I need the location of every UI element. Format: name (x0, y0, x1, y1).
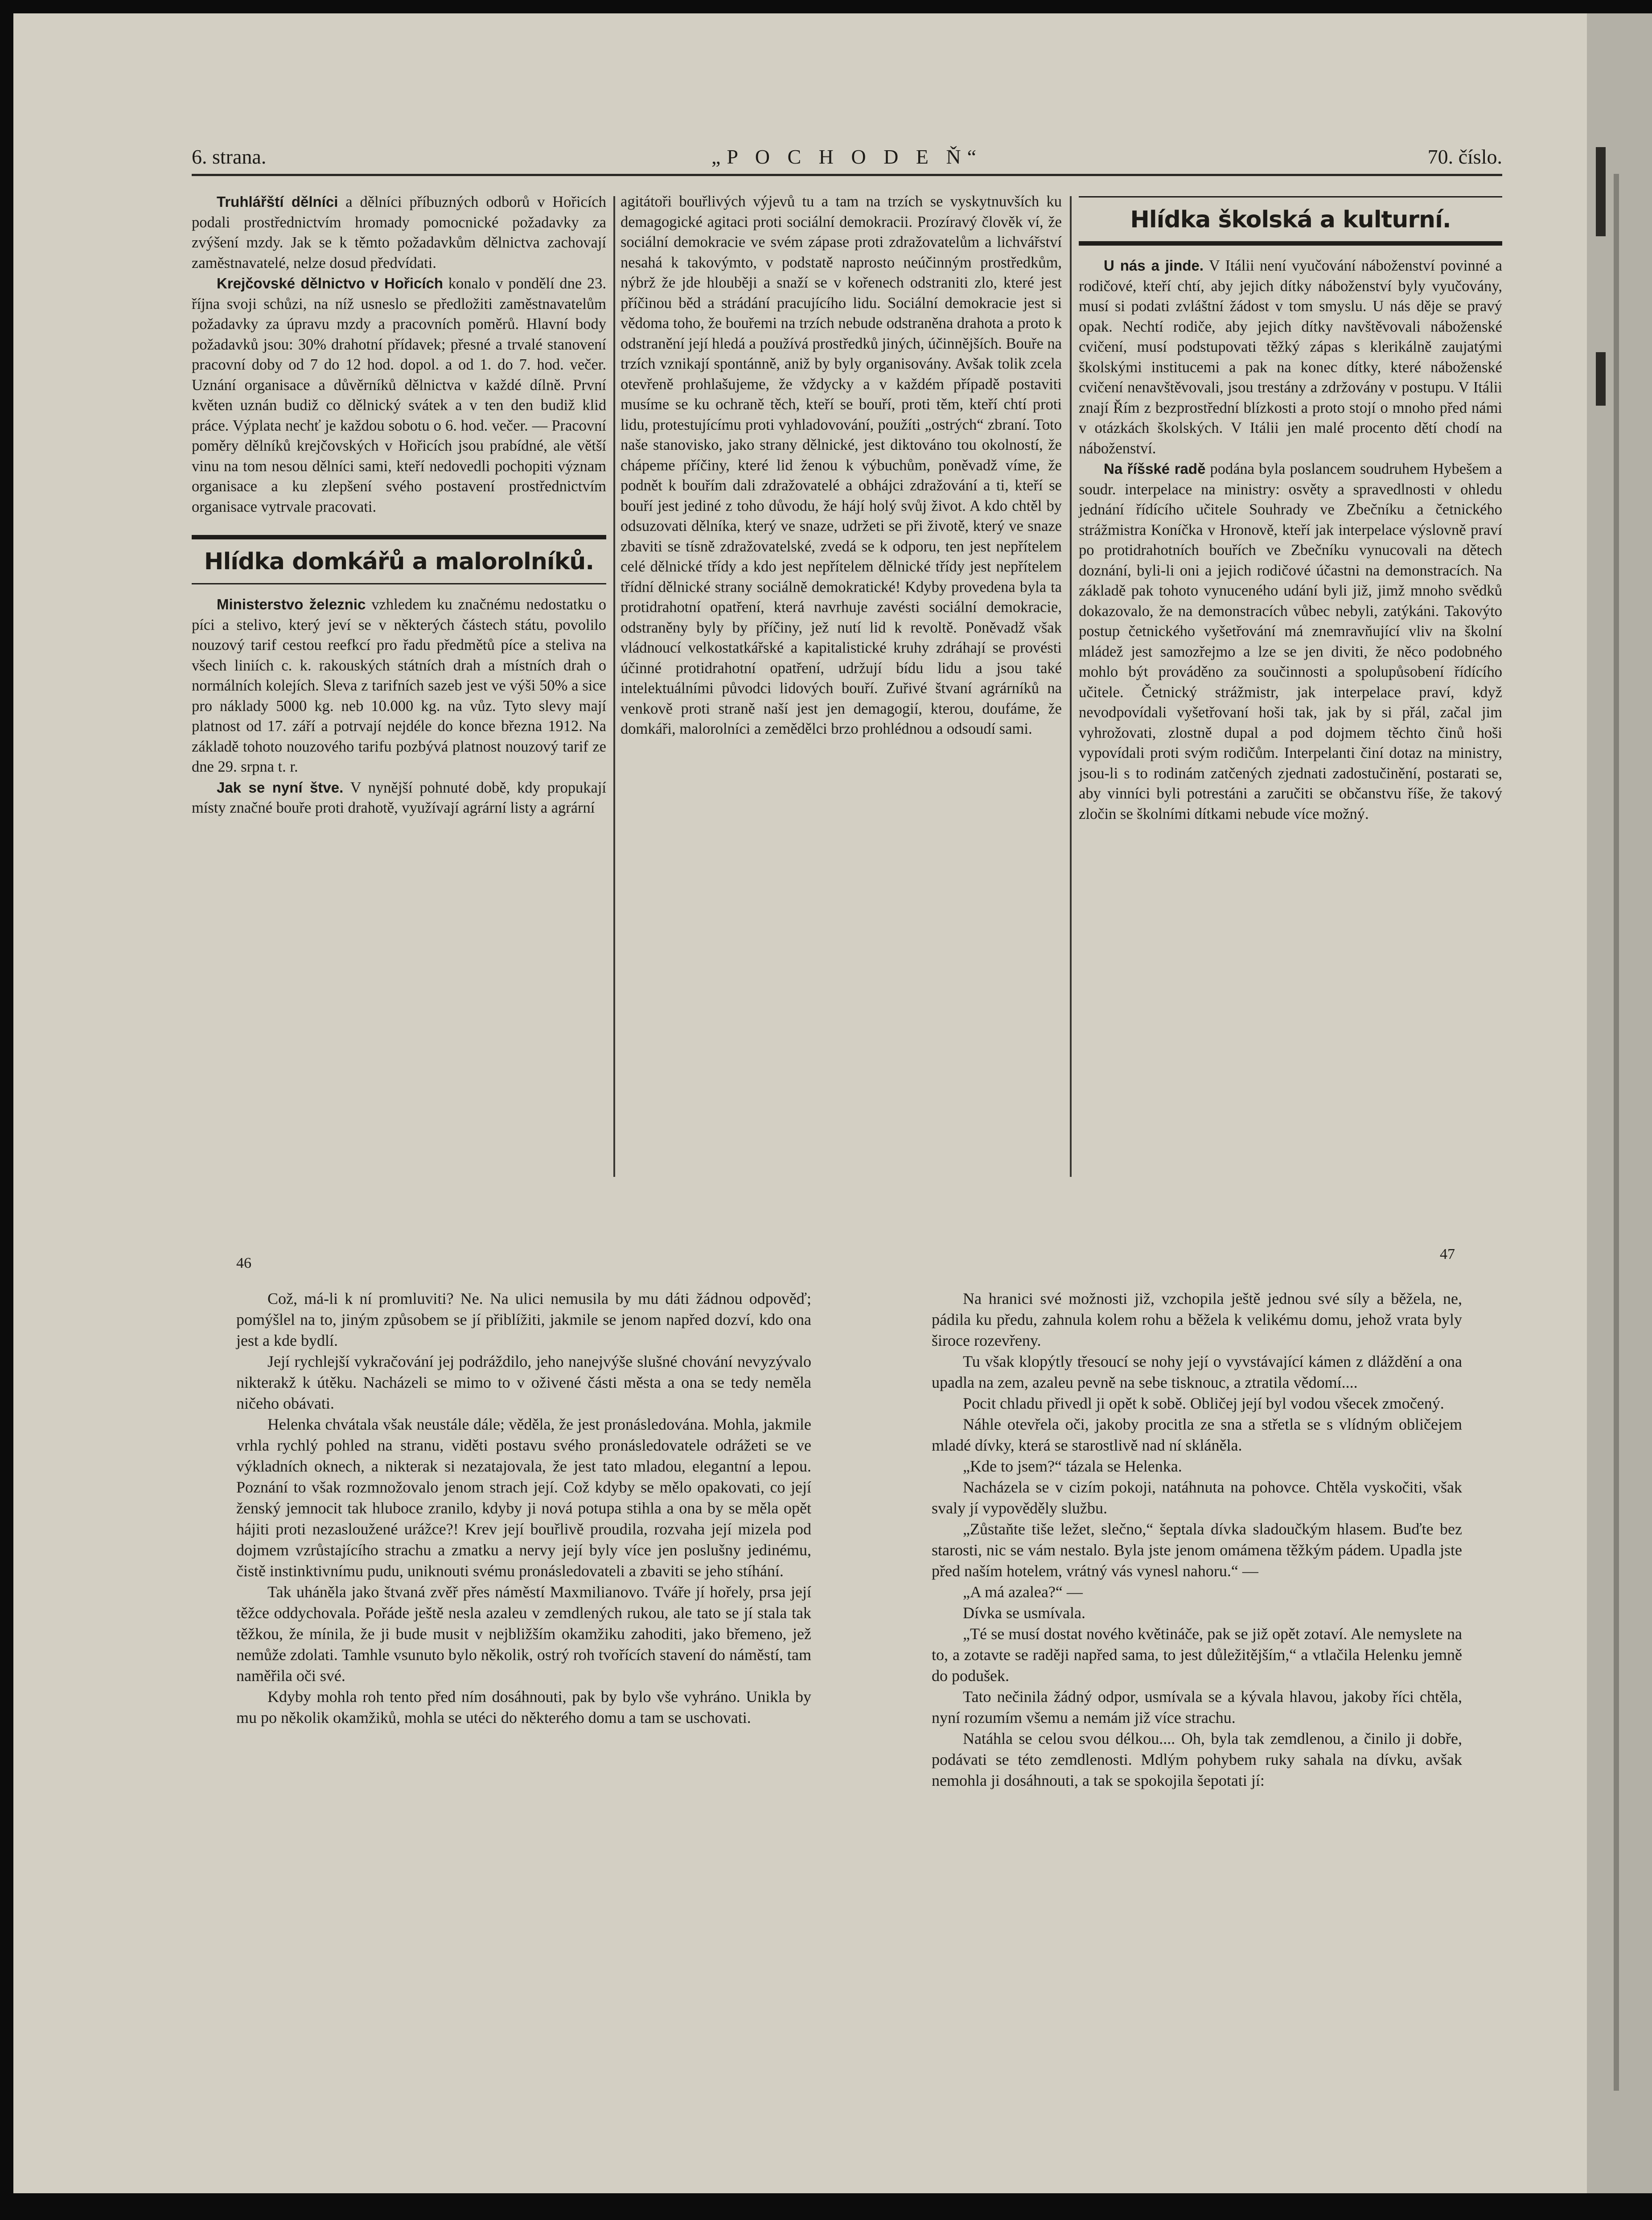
article-continuation: agitátoři bouřlivých výjevů tu a tam na trzích se vyskytnuvších ku demagogické agitaci proti sociální demokracii. Prozíravý člověk ví, že sociální demokracie ve svém zápase proti zdražovatelům a lichvářství nesahá k takovýmto, v podstatě naprosto neúčinným prostředkům, nýbrž že jde hlouběji a snaží se v kořenech odstraniti zlo, které jest příčinou běd a strádání pracujícího lidu. Sociální demokracie jest si vědoma toho, že bouřemi na trzích nebude odstraněna drahota a proto k odstranění její hledá a používá prostředků jiných, účinnějších. Bouře na trzích vznikají spontánně, aniž by byly organisovány. Avšak tolik zcela otevřeně prohlašujeme, že vždycky a v každém případě postaviti musíme se ku ochraně těch, kteří se bouří, proti těm, kteří chtí proti lidu, protestujícímu proti vyhladovování, použíti „ostrých“ zbraní. Toto naše stanovisko, jako strany dělnické, jest diktováno tou okolností, že chápeme příčiny, které lid ženou k výbuchům, poněvadž víme, že podnět k bouřím dali zdražovatelé a obhájci zdražování a ti, kteří se bouří jest jediné z toho důvodu, že hájí holý svůj život. A kdo chtěl by odsuzovati dělníka, který ve snaze, udržeti se při životě, který ve snaze zbaviti se tísně zdražovatelské, zvedá se k odporu, ten jest nepřítelem celé dělnické třídy a kdo jest nepřítelem dělnické třídy jest nepřítelem třídní dělnické strany sociálně demokratické! Kdyby provedena byla ta protidrahotní opatření, která navrhuje zavésti sociální demokracie, odstraněny byly by příčiny, jež nutí lid k revoltě. Poněvadž však vládnoucí velkostatkářské a kapitalistické kruhy zdráhají se provésti účinné protidrahotní opatření, udržují bídu lidu a jsou také intelektuálními původci lidových bouří. Zuřivé štvaní agrárníků na venkově proti straně naší jest jen demagogií, kterou, doufáme, že domkáři, malorolníci a zemědělci brzo prohlédnou a odsoudí sami. (621, 193, 1062, 737)
article-lead: U nás a jinde. (1104, 257, 1204, 274)
article-lead: Jak se nyní štve. (217, 779, 344, 796)
feuilleton-paragraph: Náhle otevřela oči, jakoby procitla ze sna a střetla se s vlídným obličejem mladé dívky, která se starostlivě nad ní skláněla. (932, 1415, 1462, 1454)
feuilleton-paragraph: Pocit chladu přivedl ji opět k sobě. Obličej její byl vodou všecek zmočený. (963, 1394, 1444, 1412)
article-risske-rade (1079, 459, 1502, 824)
article-text: vzhledem ku značnému nedostatku o píci a stelivo, který jeví se v některých částech státu, povolilo nouzový tarif cestou reefkcí pro řadu předmětů píce a steliva na všech liniích c. k. rakouských státních drah a místních drah o normálních kolejích. Sleva z tarifních sazeb jest ve výši 50% a sice pro náklady 5000 kg. neb 10.000 kg. na vůz. Tyto slevy mají platnost od 17. září a potrvají nejdéle do konce března 1912. Na základě tohoto nouzového tarifu pozbývá platnost nouzový tarif ze dne 29. srpna t. r. (192, 596, 606, 775)
feuilleton-paragraph: „Kde to jsem?“ tázala se Helenka. (963, 1457, 1182, 1475)
page-label: 6. strana. (192, 145, 267, 168)
feuilleton-paragraph: Tato nečinila žádný odpor, usmívala se a kývala hlavou, jakoby říci chtěla, nyní rozumím všemu a nemám již více strachu. (932, 1688, 1462, 1727)
feuilleton-paragraph: Natáhla se celou svou délkou.... Oh, byla tak zemdlenou, a činilo ji dobře, podávati se této zemdlenosti. Mdlým pohybem ruky sahala na dívku, avšak nemohla ji dosáhnouti, a tak se spokojila šepotati jí: (932, 1730, 1462, 1789)
article-jak-se-stve (192, 777, 606, 818)
feuilleton-paragraph: Což, má-li k ní promluviti? Ne. Na ulici nemusila by mu dáti žádnou odpověď; pomýšlel na to, jiným způsobem se jí přiblížiti, jakmile se jenom napřed dozví, kdo ona jest a kde bydlí. (236, 1290, 811, 1349)
feuilleton-paragraph: Kdyby mohla roh tento před ním dosáhnouti, pak by bylo vše vyhráno. Unikla by mu po několik okamžiků, mohla se utéci do některého domu a tam se uschovati. (236, 1688, 811, 1727)
feuilleton-paragraph: „A má azalea?“ — (963, 1583, 1083, 1601)
feuilleton-paragraph: „Zůstaňte tiše ležet, slečno,“ šeptala dívka sladoučkým hlasem. Buďte bez starosti, nic se vám nestalo. Byla jste jenom omámena těžkým pádem. Upadla jste před naším hotelem, vrátný vás vynesl nahoru.“ — (932, 1520, 1462, 1580)
feuilleton-paragraph: Její rychlejší vykračování jej podráždilo, jeho nanejvýše slušné chování nevyzývalo nikterakž k útěku. Nacházeli se mimo to v oživené části města a ona se tedy neměla ničeho obávati. (236, 1353, 811, 1412)
page-number-right: 47 (1440, 1246, 1455, 1262)
section-heading-skolska: Hlídka školská a kulturní. (1079, 196, 1502, 246)
feuilleton-right (932, 1288, 1462, 1791)
article-text: konalo v pondělí dne 23. října svoji schůzi, na níž usneslo se předložiti zaměstnavatelům požadavky za úpravu mzdy a pracovních poměrů. Hlavní body požadavků jsou: 30% drahotní přídavek; přesné a trvalé stanovení pracovní doby od 7 do 12 hod. dopol. a od 1. do 7. hod. večer. Uznání organisace a důvěrníků dělnictva v každé dílně. První květen uznán budiž co dělnický svátek a v ten den budiž klid práce. Výplata nechť je každou sobotu o 6. hod. večer. — Pracovní poměry dělníků krejčovských v Hořicích jsou prabídné, ale větší vinu na tom nesou dělníci sami, kteří nedovedli pochopiti význam organisace a ku zlepšení svého postavení prostřednictvím organisace vytrvale pracovati. (192, 275, 606, 515)
column-divider (1070, 196, 1072, 1177)
page-number-left: 46 (236, 1255, 251, 1271)
header-rule (192, 174, 1502, 176)
article-text: V nynější pohnuté době, kdy propukají místy značné bouře proti drahotě, využívají agrární listy a agrární (192, 779, 607, 816)
article-u-nas-a-jinde (1079, 255, 1502, 459)
column-3 (1079, 192, 1502, 824)
article-text: V Itálii není vyučování náboženství povinné a rodičové, kteří chtí, aby jejich dítky náboženství byly vyučovány, musí si podati zvláštní žádost v tom smyslu. U nás děje se pravý opak. Nechtí rodiče, aby jejich dítky navštěvovali náboženské cvičení, musí podstupovati těžký zápas s klerikálně zaujatými školskými institucemi a pak na konec dítky, které náboženské cvičení nenavštěvovali, jsou trestány a zdržovány v postupu. V Itálii znají Řím z bezprostřední blízkosti a proto stojí o mnoho před námi v otázkách školských. V Itálii jen malé procento dětí chodí na náboženství. (1079, 257, 1502, 457)
section-heading-domkaru: Hlídka domkářů a malorolníků. (192, 535, 606, 584)
feuilleton-paragraph: Tu však klopýtly třesoucí se nohy její o vyvstávající kámen z dláždění a ona upadla na zem, azaleu pevně na sebe tisknouc, a ztratila vědomí.... (932, 1353, 1462, 1391)
page-header (192, 144, 1502, 170)
feuilleton-paragraph: Na hranici své možnosti již, vzchopila ještě jednou své síly a běžela, ne, pádila ku předu, zahnula kolem rohu a běžela k velikému domu, jehož vrata byly široce rozevřeny. (932, 1290, 1462, 1349)
article-text: a dělníci příbuzných odborů v Hořicích podali prostřednictvím hromady pomocnické požadavky za zvýšení mzdy. Jak se k těmto požadavkům dělnictva zachovají zaměstnavatelé, nelze dosud předvídati. (192, 193, 606, 271)
article-lead: Ministerstvo železnic (217, 596, 366, 613)
feuilleton-paragraph: Nacházela se v cizím pokoji, natáhnuta na pohovce. Chtěla vyskočiti, však svaly jí vypověděly službu. (932, 1478, 1462, 1517)
column-divider (613, 196, 615, 1177)
newspaper-page (13, 13, 1600, 2193)
article-lead: Truhlářští dělníci (217, 193, 338, 210)
article-krejcovske (192, 273, 606, 517)
article-lead: Krejčovské dělnictvo v Hořicích (217, 275, 444, 292)
column-2 (621, 192, 1062, 740)
article-ministerstvo (192, 594, 606, 777)
article-lead: Na říšské radě (1104, 460, 1206, 477)
article-text: podána byla poslancem soudruhem Hybešem a soudr. interpelace na ministry: osvěty a spravedlnosti v ohledu jednání řídícího učitele Souhrady ve Zbečníku a četnického strážmistra Koníčka v Hronově, kteří jak interpelace výslovně praví po protidrahotních bouřích ve Zbečníku vynucovali na dětech doznání, byli-li oni a jejich rodičové účastni na demonstracích. Na základě pak tohoto vynuceného udání byli již, jimž mnoho svědků dokazovalo, že na demonstracích vůbec nebyli, zatýkáni. Takovýto postup četnického vyšetřování má znemravňující vliv na školní mládež jest samozřejmo a lze se jen diviti, že něco podobného mohlo být prováděno za součinnosti a spolupůsobení řídícího učitele. Četnický strážmistr, jak interpelace praví, když nevodpovídali vyšetřovaní hoši tak, jak by si přál, začal jim vyhrožovati, zlostně dupal a pod dojmem těchto činů hoši vypovídali proti svým rodičům. Interpelanti činí dotaz na ministry, jsou-li s to rodinám zatčených zjednati zadostučinění, postarati se, aby vinníci byli potrestáni a zaručiti se občanstvu říše, že takový zločin se školními dítkami nebude více možný. (1079, 460, 1502, 822)
feuilleton-paragraph: Helenka chvátala však neustále dále; věděla, že jest pronásledována. Mohla, jakmile vrhla rychlý pohled na stranu, viděti postavu svého pronásledovatele odrážeti se ve výkladních oknech, a nikterak si nezatajovala, že jest tato mladou, elegantní a lepou. Poznání to však rozmnožovalo jenom strach její. Což kdyby se mělo opakovati, co její ženský jemnocit tak hluboce zranilo, kdyby ji nová potupa stihla a ona by se měla opět hájiti proti nezasloužené urážce?! Krev její bouřlivě proudila, rozvaha její mizela pod dojmem vzrůstajícího strachu a zmatku a nervy její byly více jen poslušny jedinému, čistě instinktivnímu pudu, uniknouti svému pronásledovateli a zbaviti se jeho stíhání. (236, 1415, 811, 1580)
feuilleton-paragraph: Dívka se usmívala. (963, 1604, 1085, 1622)
article-truhlari (192, 192, 606, 273)
feuilleton-left (236, 1288, 811, 1728)
column-1 (192, 192, 606, 818)
feuilleton-paragraph: „Té se musí dostat nového květináče, pak se již opět zotaví. Ale nemyslete na to, a zotavte se raději napřed sama, to jest důležitějším,“ a vtlačila Helenku jemně do podušek. (932, 1625, 1462, 1685)
issue-number: 70. číslo. (1427, 145, 1502, 168)
masthead-title: „P O C H O D E Ň“ (711, 145, 983, 168)
binding-edge (1587, 13, 1652, 2193)
feuilleton-paragraph: Tak uháněla jako štvaná zvěř přes náměstí Maxmilianovo. Tváře jí hořely, prsa její těžce oddychovala. Pořáde ještě nesla azaleu v zemdlených rukou, ale tato se jí stala tak těžkou, že mínila, že ji bude musit v nejbližším okamžiku zahoditi, jako břemeno, jež nemůže zdolati. Tamhle vsunuto bylo několik, ostrý roh tvořících stavení do náměstí, tam naměřila oči své. (236, 1583, 811, 1685)
